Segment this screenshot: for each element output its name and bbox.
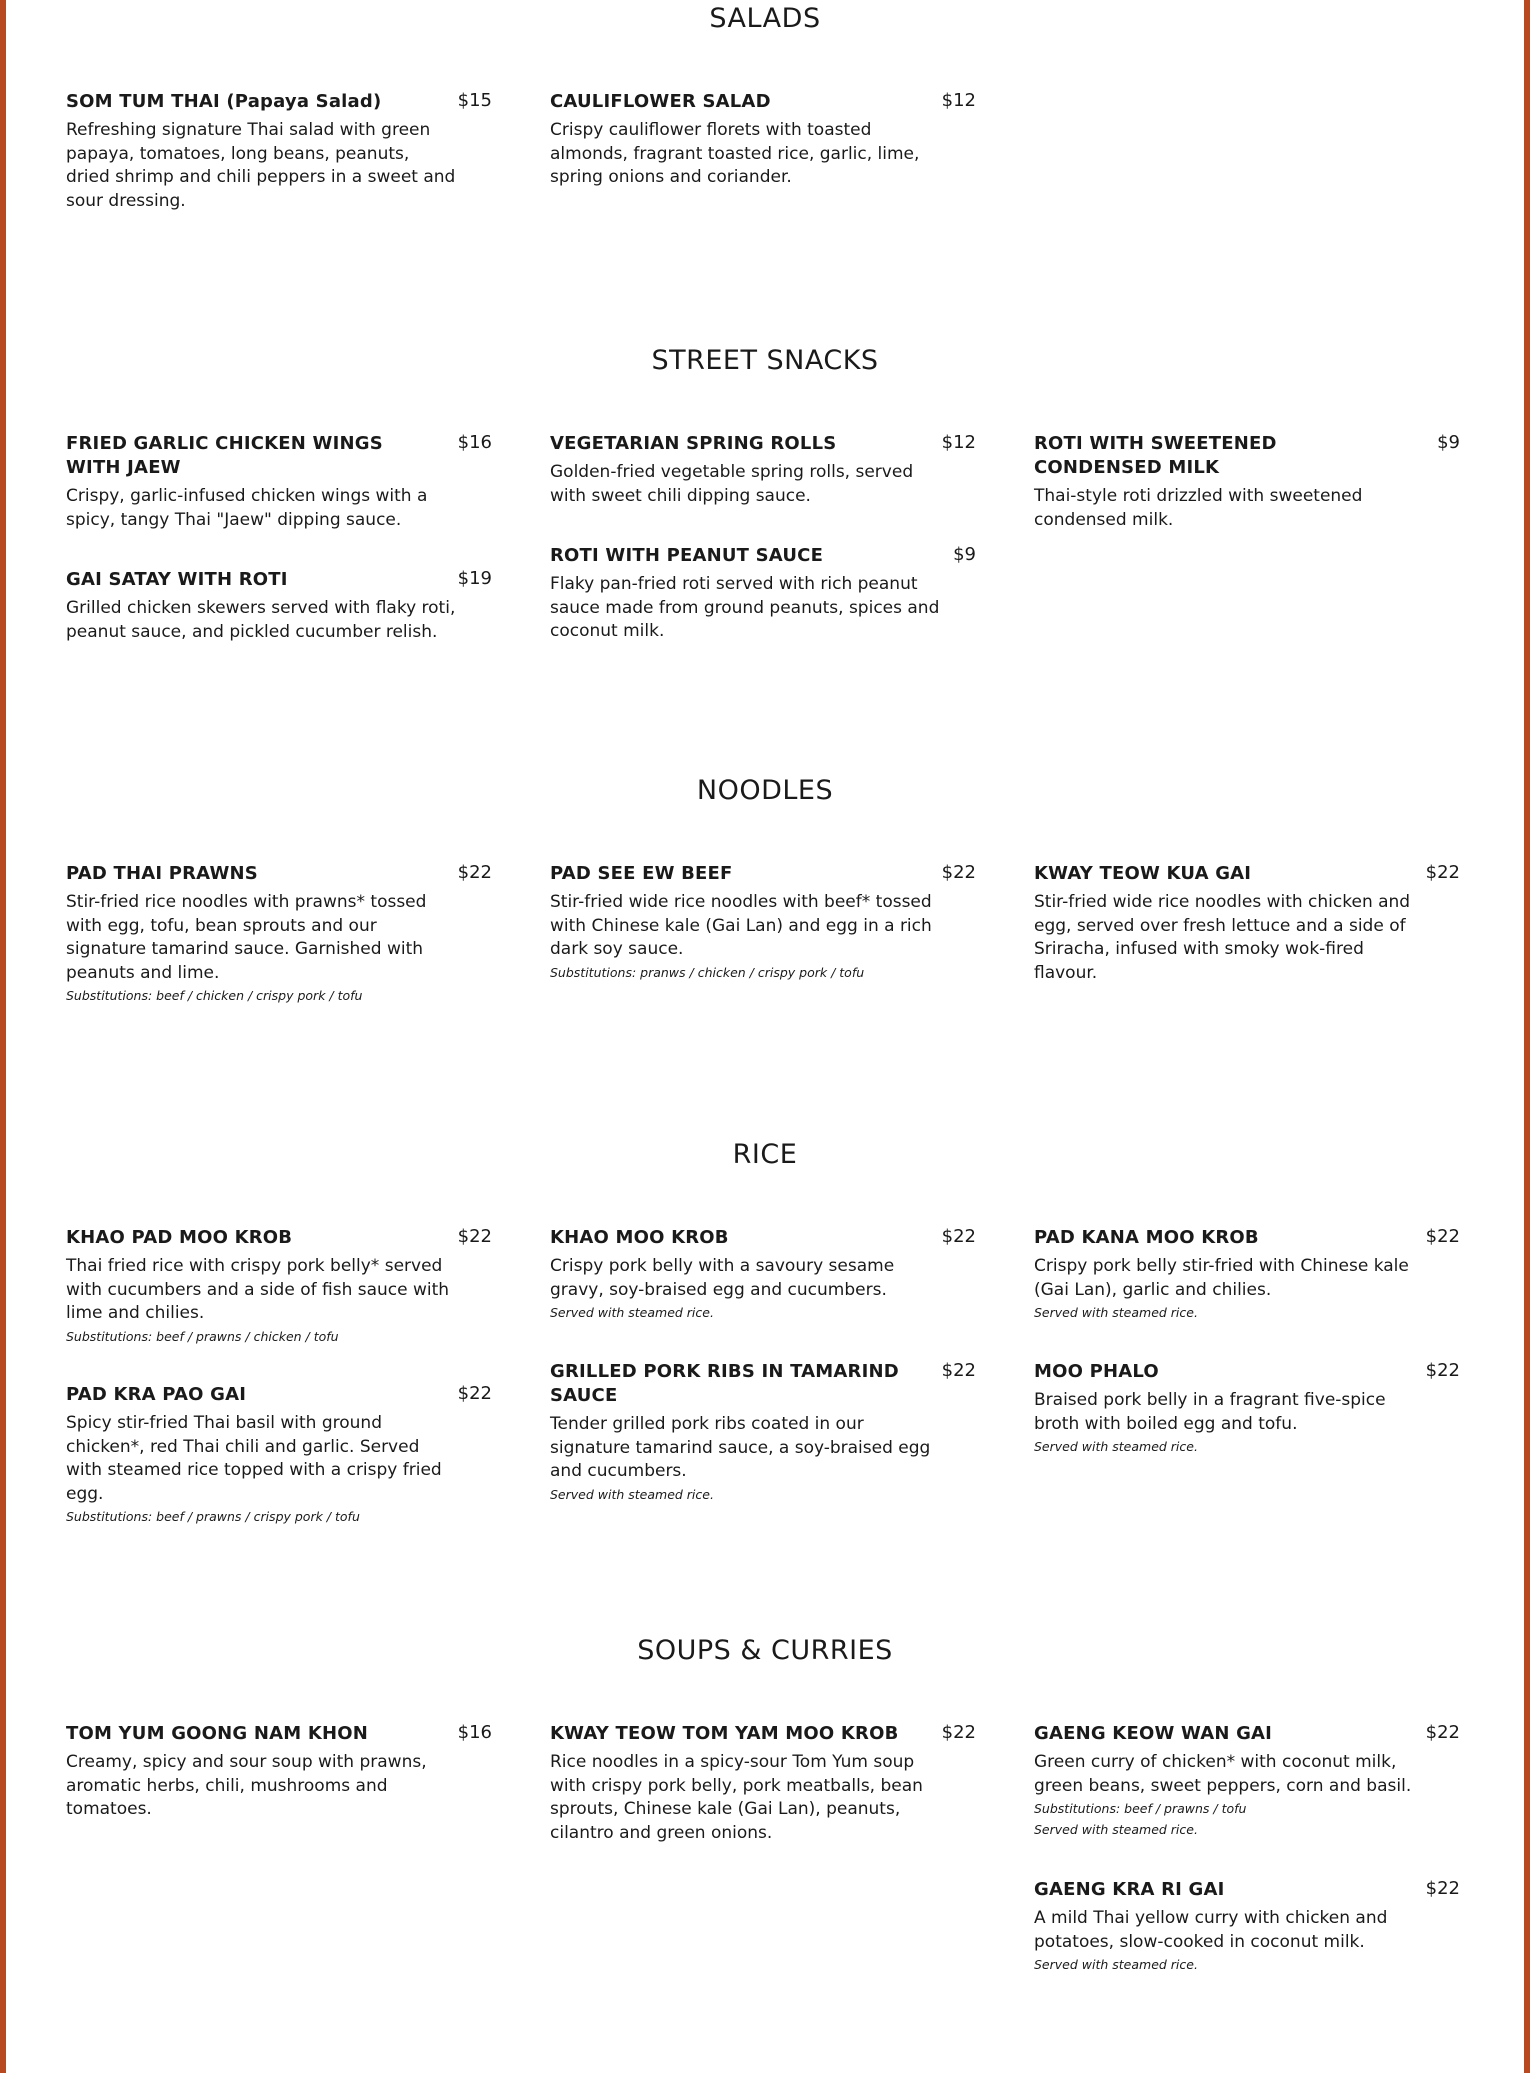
item-price: $22 xyxy=(1425,1226,1460,1247)
item-name: GAENG KRA RI GAI xyxy=(1034,1879,1225,1900)
item-name: PAD KRA PAO GAI xyxy=(66,1384,247,1405)
item-price: $16 xyxy=(457,1722,492,1743)
menu-item xyxy=(1034,1878,1464,1975)
item-description: Stir-fried wide rice noodles with beef* tossed with Chinese kale (Gai Lan) and egg in a rich dark soy sauce. xyxy=(550,892,932,959)
menu-item xyxy=(550,862,980,983)
item-description: Thai-style roti drizzled with sweetened condensed milk. xyxy=(1034,486,1363,530)
section-title: SALADS xyxy=(709,3,821,34)
item-description: Tender grilled pork ribs coated in our signature tamarind sauce, a soy-braised egg and cucumbers. xyxy=(550,1414,931,1481)
menu-item xyxy=(66,1722,496,1822)
item-description: Stir-fried wide rice noodles with chicken and egg, served over fresh lettuce and a side of Sriracha, infused with smoky wok-fired flavour. xyxy=(1034,892,1411,983)
menu-item xyxy=(66,862,496,1006)
section-title: SOUPS & CURRIES xyxy=(637,1635,893,1666)
item-note: Served with steamed rice. xyxy=(1034,1305,1198,1320)
item-name: GRILLED PORK RIBS IN TAMARIND SAUCE xyxy=(550,1361,899,1406)
item-description: Creamy, spicy and sour soup with prawns, aromatic herbs, chili, mushrooms and tomatoes. xyxy=(66,1752,427,1819)
item-description: Stir-fried rice noodles with prawns* tossed with egg, tofu, bean sprouts and our signature tamarind sauce. Garnished with peanuts and lime. xyxy=(66,892,427,983)
item-description: A mild Thai yellow curry with chicken and potatoes, slow-cooked in coconut milk. xyxy=(1034,1908,1388,1952)
menu-item xyxy=(66,90,496,213)
item-price: $22 xyxy=(1425,1722,1460,1743)
item-name: CAULIFLOWER SALAD xyxy=(550,91,771,112)
item-price: $22 xyxy=(1425,862,1460,883)
item-name: PAD THAI PRAWNS xyxy=(66,863,258,884)
menu-item xyxy=(1034,1360,1464,1457)
item-price: $22 xyxy=(457,1226,492,1247)
item-name: GAI SATAY WITH ROTI xyxy=(66,569,288,590)
item-note: Substitutions: beef / chicken / crispy pork / tofu xyxy=(66,988,363,1003)
item-name: FRIED GARLIC CHICKEN WINGS WITH JAEW xyxy=(66,433,383,478)
item-note: Served with steamed rice. xyxy=(550,1486,714,1502)
item-name: GAENG KEOW WAN GAI xyxy=(1034,1723,1273,1744)
menu-item xyxy=(1034,1722,1464,1840)
item-price: $19 xyxy=(457,568,492,589)
item-price: $9 xyxy=(1437,432,1460,453)
item-price: $22 xyxy=(457,862,492,883)
item-description: Green curry of chicken* with coconut milk, green beans, sweet peppers, corn and basil. xyxy=(1034,1752,1412,1796)
menu-item xyxy=(550,1360,980,1505)
item-name: PAD SEE EW BEEF xyxy=(550,863,733,884)
item-description: Crispy cauliflower florets with toasted almonds, fragrant toasted rice, garlic, lime, spring onions and coriander. xyxy=(550,120,920,187)
item-description: Thai fried rice with crispy pork belly* served with cucumbers and a side of fish sauce with lime and chilies. xyxy=(66,1256,450,1323)
item-price: $22 xyxy=(1425,1878,1460,1899)
item-description: Flaky pan-fried roti served with rich peanut sauce made from ground peanuts, spices and coconut milk. xyxy=(550,574,940,641)
item-name: KHAO MOO KROB xyxy=(550,1227,729,1248)
item-name: VEGETARIAN SPRING ROLLS xyxy=(550,433,837,454)
item-note: Substitutions: beef / prawns / chicken / tofu xyxy=(66,1328,339,1344)
item-price: $12 xyxy=(941,90,976,111)
item-description: Crispy, garlic-infused chicken wings with a spicy, tangy Thai "Jaew" dipping sauce. xyxy=(66,486,428,530)
menu-item xyxy=(1034,862,1464,985)
menu-item xyxy=(550,432,980,508)
menu-item xyxy=(1034,432,1464,532)
item-note: Served with steamed rice. xyxy=(1034,1439,1198,1454)
item-description: Refreshing signature Thai salad with green papaya, tomatoes, long beans, peanuts, dried shrimp and chili peppers in a sweet and sour dressing. xyxy=(66,120,456,211)
item-note: Substitutions: beef / prawns / crispy pork / tofu xyxy=(66,1509,360,1524)
item-price: $12 xyxy=(941,432,976,453)
section-title: RICE xyxy=(732,1139,798,1170)
menu-item xyxy=(66,568,496,644)
item-note: Served with steamed rice. xyxy=(550,1305,714,1320)
item-description: Spicy stir-fried Thai basil with ground chicken*, red Thai chili and garlic. Served with steamed rice topped with a crispy fried egg. xyxy=(66,1413,442,1504)
item-name: PAD KANA MOO KROB xyxy=(1034,1227,1259,1248)
item-name: ROTI WITH SWEETENED CONDENSED MILK xyxy=(1034,433,1277,478)
item-description: Rice noodles in a spicy-sour Tom Yum soup with crispy pork belly, pork meatballs, bean sprouts, Chinese kale (Gai Lan), peanuts, cilantro and green onions. xyxy=(550,1752,923,1843)
item-price: $22 xyxy=(941,862,976,883)
item-note: Served with steamed rice. xyxy=(1034,1822,1198,1837)
item-name: KWAY TEOW TOM YAM MOO KROB xyxy=(550,1723,899,1744)
item-name: SOM TUM THAI (Papaya Salad) xyxy=(66,91,382,112)
menu-item xyxy=(66,1383,496,1527)
item-price: $16 xyxy=(457,432,492,453)
item-name: KHAO PAD MOO KROB xyxy=(66,1227,293,1248)
item-price: $22 xyxy=(457,1383,492,1404)
menu-item xyxy=(66,1226,496,1347)
menu-item xyxy=(550,90,980,190)
section-title: STREET SNACKS xyxy=(651,345,879,376)
item-price: $22 xyxy=(941,1360,976,1381)
item-note: Substitutions: pranws / chicken / crispy pork / tofu xyxy=(550,964,865,980)
item-note: Substitutions: beef / prawns / tofu xyxy=(1034,1801,1247,1816)
item-price: $22 xyxy=(941,1226,976,1247)
item-name: KWAY TEOW KUA GAI xyxy=(1034,863,1252,884)
item-description: Crispy pork belly with a savoury sesame gravy, soy-braised egg and cucumbers. xyxy=(550,1256,895,1300)
item-note: Served with steamed rice. xyxy=(1034,1957,1198,1972)
menu-item xyxy=(550,1226,980,1323)
menu-item xyxy=(550,544,980,644)
item-description: Golden-fried vegetable spring rolls, served with sweet chili dipping sauce. xyxy=(550,462,914,506)
item-name: TOM YUM GOONG NAM KHON xyxy=(66,1723,369,1744)
item-description: Crispy pork belly stir-fried with Chinese kale (Gai Lan), garlic and chilies. xyxy=(1034,1256,1409,1300)
menu-item xyxy=(550,1722,980,1845)
item-price: $22 xyxy=(941,1722,976,1743)
menu-item xyxy=(66,432,496,532)
item-price: $22 xyxy=(1425,1360,1460,1381)
item-price: $15 xyxy=(457,90,492,111)
menu-item xyxy=(1034,1226,1464,1323)
item-description: Grilled chicken skewers served with flaky roti, peanut sauce, and pickled cucumber relish. xyxy=(66,598,456,642)
item-name: ROTI WITH PEANUT SAUCE xyxy=(550,545,824,566)
item-name: MOO PHALO xyxy=(1034,1361,1159,1382)
section-title: NOODLES xyxy=(696,775,834,806)
item-description: Braised pork belly in a fragrant five-spice broth with boiled egg and tofu. xyxy=(1034,1390,1386,1434)
item-price: $9 xyxy=(953,544,976,565)
